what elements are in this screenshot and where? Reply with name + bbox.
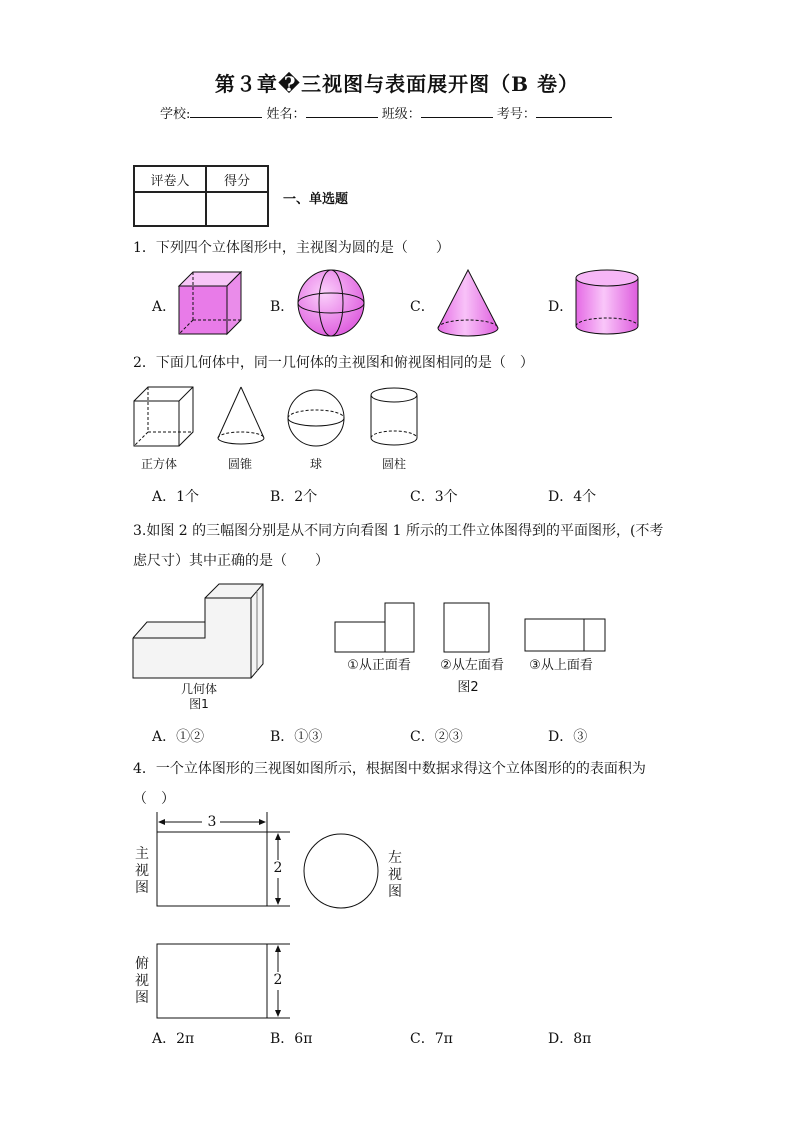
q3-option-b[interactable]: B．①③ xyxy=(270,729,323,745)
q2-option-d[interactable]: D．4个 xyxy=(548,489,597,505)
dim-height-front-label: 2 xyxy=(273,860,283,876)
fig2-label: 图2 xyxy=(457,680,479,695)
solid-label-cylinder: 圆柱 xyxy=(381,457,406,471)
fig1-label-solid: 几何体 xyxy=(180,682,217,696)
school-label: 学校: xyxy=(160,107,191,122)
view-label-left: ②从左面看 xyxy=(440,658,504,673)
class-label: 班级： xyxy=(381,107,421,122)
q1-option-a[interactable]: A． xyxy=(152,299,177,315)
solid-label-cube: 正方体 xyxy=(140,457,177,471)
exam-no-blank[interactable] xyxy=(536,105,612,118)
q1-text: 1．下列四个立体图形中，主视图为圆的是（ ） xyxy=(133,240,450,256)
q4-option-b[interactable]: B．6π xyxy=(270,1031,313,1047)
q2-option-c[interactable]: C．3个 xyxy=(410,489,458,505)
grader-header: 评卷人 xyxy=(134,166,206,192)
q3-text-line1: 3.如图 2 的三幅图分别是从不同方向看图 1 所示的工件立体图得到的平面图形，(不考 xyxy=(133,523,664,539)
three-views-figure xyxy=(334,602,614,658)
top-view-label: 俯 视 图 xyxy=(135,956,149,1006)
q4-option-a[interactable]: A．2π xyxy=(152,1031,195,1047)
page-title: 第３章�三视图与表面展开图（B 卷） xyxy=(214,72,580,96)
sphere-outline-figure xyxy=(286,388,346,448)
q4-option-c[interactable]: C．7π xyxy=(410,1031,453,1047)
left-view-circle-figure xyxy=(302,832,382,912)
q4-text-line1: 4．一个立体图形的三视图如图所示，根据图中数据求得这个立体图形的的表面积为 xyxy=(133,761,646,777)
q2-option-b[interactable]: B．2个 xyxy=(270,489,318,505)
q3-option-c[interactable]: C．②③ xyxy=(410,729,463,745)
school-blank[interactable] xyxy=(190,105,262,118)
name-label: 姓名： xyxy=(266,107,306,122)
cone-outline-figure xyxy=(216,386,266,448)
cylinder-outline-figure xyxy=(369,386,419,448)
score-header: 得分 xyxy=(206,166,268,192)
sphere-pink-figure xyxy=(296,268,366,338)
cube-pink-figure xyxy=(177,268,247,338)
dim-height-top-label: 2 xyxy=(273,972,283,988)
exam-no-label: 考号： xyxy=(496,107,536,122)
left-view-label: 左 视 图 xyxy=(388,850,402,900)
grader-cell[interactable] xyxy=(134,192,206,226)
q1-option-d[interactable]: D． xyxy=(548,299,574,315)
q3-text-line2: 虑尺寸）其中正确的是（ ） xyxy=(133,553,329,569)
fig1-label: 图1 xyxy=(189,697,209,711)
view-label-front: ①从正面看 xyxy=(347,658,411,673)
q3-option-d[interactable]: D．③ xyxy=(548,729,588,745)
q3-option-a[interactable]: A．①② xyxy=(152,729,205,745)
q4-text-line2: （ ） xyxy=(133,791,175,807)
cube-outline-figure xyxy=(133,386,195,448)
student-info xyxy=(160,103,612,122)
q4-option-d[interactable]: D．8π xyxy=(548,1031,592,1047)
section-title: 一、单选题 xyxy=(283,192,349,207)
class-blank[interactable] xyxy=(421,105,493,118)
three-view-dims-figure xyxy=(150,810,300,1025)
solid-label-sphere: 球 xyxy=(309,457,322,471)
score-table xyxy=(133,165,269,227)
cylinder-pink-figure xyxy=(574,268,640,338)
view-label-top: ③从上面看 xyxy=(529,658,593,673)
solid-label-cone: 圆锥 xyxy=(227,457,252,471)
q1-option-c[interactable]: C． xyxy=(410,299,435,315)
name-blank[interactable] xyxy=(306,105,378,118)
dim-width-label: 3 xyxy=(207,814,217,830)
front-view-label: 主 视 图 xyxy=(135,846,149,896)
q2-option-a[interactable]: A．1个 xyxy=(152,489,200,505)
score-cell[interactable] xyxy=(206,192,268,226)
workpiece-figure xyxy=(133,582,269,682)
cone-pink-figure xyxy=(436,268,500,338)
q2-text: 2．下面几何体中，同一几何体的主视图和俯视图相同的是（ ） xyxy=(133,355,534,371)
q1-option-b[interactable]: B． xyxy=(270,299,295,315)
